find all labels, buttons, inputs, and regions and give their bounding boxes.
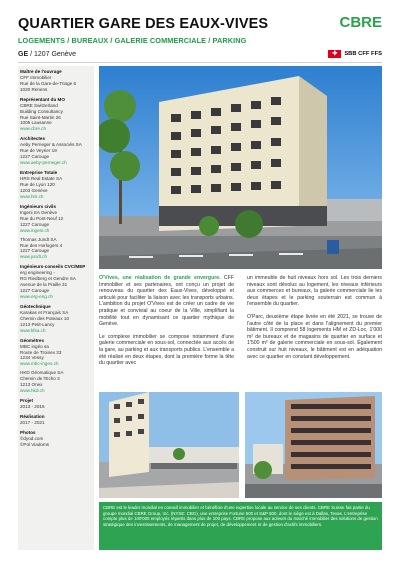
- credit-line: Ingeni SA Genève: [20, 209, 58, 215]
- credit-line: RG Riedberg et Gendre SA: [20, 276, 76, 282]
- credit-website-link[interactable]: www.erg-eng.ch: [20, 293, 53, 299]
- article-column-left: [99, 275, 234, 373]
- credit-line: 1213 Petit-Lancy: [20, 321, 55, 327]
- sbb-cross-icon: ✚: [328, 50, 341, 58]
- credit-heading: Maître de l'ouvrage: [20, 69, 62, 74]
- credit-line: Rue de Veyrier 19: [20, 148, 57, 154]
- credit-line: Rue des Horlogers 4: [20, 242, 63, 248]
- credit-line: 1005 Lausanne: [20, 120, 52, 126]
- location: [18, 51, 76, 58]
- article-column-right: [247, 275, 382, 366]
- project-categories: LOGEMENTS / BUREAUX / GALERIE COMMERCIALE / PARKING: [18, 36, 247, 45]
- credit-line: Rue du Pont-Neuf 12: [20, 215, 64, 221]
- credit-line: CBRE Switzerland: [20, 102, 58, 108]
- city: / 1207 Genève: [30, 51, 77, 58]
- header-divider: [18, 62, 382, 63]
- credit-line: ©Pol Viadoms: [20, 442, 50, 448]
- sbb-label: SBB CFF FFS: [344, 51, 382, 57]
- credit-heading: Représentant du MO: [20, 96, 65, 102]
- paragraph-building: un immeuble de huit niveaux hors sol. Les trois derniers niveaux sont dévolus au logement, les niveaux inférieurs aux commerces et bureaux, la galerie commerciale lie les deux étapes et le parking souterrain est commun à l'ensemble du quartier.: [247, 275, 382, 308]
- credit-line: 1227 Carouge: [20, 248, 50, 254]
- credit-line: Building Consultancy: [20, 108, 63, 114]
- credit-line: 1203 Genève: [20, 187, 48, 193]
- cbre-about-box: CBRE est le leader mondial en conseil immobilier et bénéficie d'une expertise locale au service de ses clients. CBRE Suisse fait partie du groupe mondial CBRE Group, Inc. (NYSE: CBG), une entreprise Fortune 500 et S&P 500, dont le siège est à Dallas, Texas. L'entreprise compte plus de 100'000 employés répartis dans plus de 100 pays. CBRE propose aux acteurs du marché immobilier des solutions de gestion stratégique des investissements, de management de projet, de développement et de gestion d'actifs immobiliers.: [99, 502, 382, 550]
- credit-line: Karakas et Français SA: [20, 309, 69, 315]
- credit-website-link[interactable]: www.jundt.ch: [20, 254, 48, 260]
- credit-line: 2013 - 2016: [20, 404, 45, 410]
- credit-line: Thomas Jundt SA: [20, 236, 57, 242]
- credits-sidebar: [18, 66, 94, 550]
- credit-line: 2017 - 2021: [20, 420, 45, 426]
- credit-line: 1213 Onex: [20, 382, 43, 388]
- credit-website-link[interactable]: www.hrs.ch: [20, 193, 44, 199]
- credit-website-link[interactable]: www.aeby-perneger.ch: [20, 160, 67, 166]
- credit-heading: Projet: [20, 398, 34, 404]
- credit-line: ©dyod.com: [20, 436, 44, 442]
- credit-website-link[interactable]: www.kfsa.ch: [20, 327, 46, 333]
- canton-code: GE: [18, 51, 29, 58]
- credit-heading: Ingénieurs civils: [20, 203, 56, 209]
- hero-photo: [99, 66, 382, 269]
- paragraph-complex: Le complexe immobilier se compose notamment d'une galerie commerciale en sous-sol, connectée aux accès de la gare, au parking et aux transports publics. L'ensemble a été réalisé en deux étapes, dont la première forme la tête du quartier avec: [99, 333, 234, 367]
- credit-line: Chemin des Poteaux 10: [20, 315, 70, 321]
- credit-line: Chemin de l'Echo 3: [20, 376, 60, 382]
- credit-heading: Photos: [20, 430, 36, 436]
- credit-heading: Architectes: [20, 136, 46, 142]
- credit-website-link[interactable]: www.cbre.ch: [20, 126, 47, 132]
- paragraph-oparc: O'Parc, deuxième étape livrée en été 2021, se trouve de l'autre côté de la place et dans l'alignement du premier bâtiment. Il comprend 58 logements HM et ZD-Loc, 1'000 m² de bureaux et de magasins de quartier en surface et 1'500 m² de galerie commerciale en sous-sol. Également construit sur huit niveaux, le bâtiment est en adéquation avec ce quartier en constant développement.: [247, 313, 382, 360]
- credit-line: Route de Troinex 33: [20, 349, 62, 355]
- credit-line: 1227 Carouge: [20, 288, 50, 294]
- credit-line: 1020 Renens: [20, 86, 48, 92]
- credit-heading: Réalisation: [20, 414, 45, 420]
- sbb-logo: [328, 50, 382, 58]
- credit-heading: Entreprise Totale: [20, 170, 58, 176]
- credit-website-link[interactable]: www.mbc-ingeo.ch: [20, 361, 59, 367]
- photo-residential-tower: [245, 392, 382, 498]
- credit-line: 1234 Vessy: [20, 355, 44, 361]
- credit-heading: Ingénieurs-conseils CVC/MEP: [20, 264, 86, 270]
- credit-line: Rue Saint-Martin 26: [20, 114, 61, 120]
- photo-station-plaza: [99, 392, 239, 498]
- credit-heading: Géomètres: [20, 337, 45, 343]
- credit-heading: Géotechnique: [20, 304, 51, 310]
- credit-line: Aeby Perneger & Associés SA: [20, 142, 82, 148]
- credit-website-link[interactable]: www.ingeni.ch: [20, 227, 50, 233]
- credit-line: 1227 Carouge: [20, 221, 50, 227]
- credit-line: erg engineering -: [20, 270, 55, 276]
- cbre-logo: CBRE: [339, 14, 382, 31]
- page-title: QUARTIER GARE DES EAUX-VIVES: [18, 16, 269, 32]
- credit-line: CFF Immobilier: [20, 74, 52, 80]
- paragraph-intro: O'Vives, une réalisation de grande envergure. CFF Immobilier et ses partenaires, ont conçu un projet de renouveau du quartier des Eaux-Vives, développé et articulé pour faciliter la liaison avec les transports urbains. L'ambition du projet O'Vives est de créer un cadre de vie pratique et convivial au coeur de la Ville, simplifiant la mobilité tout en dynamisant ce quartier mythique de Genève.: [99, 275, 234, 328]
- credit-line: Rue de la Gare-de-Triage 6: [20, 80, 77, 86]
- credit-line: MBC ingéo sa: [20, 343, 49, 349]
- credit-website-link[interactable]: www.hkd.ch: [20, 388, 45, 394]
- credit-line: HRS Real Estate SA: [20, 176, 63, 182]
- credit-line: Rue de Lyon 120: [20, 181, 55, 187]
- article-lead: O'Vives, une réalisation de grande envergure.: [99, 275, 221, 281]
- credit-line: 1227 Carouge: [20, 154, 50, 160]
- credit-line: HKD Géomatique SA: [20, 370, 64, 376]
- credit-line: Avenue de la Praille 31: [20, 282, 68, 288]
